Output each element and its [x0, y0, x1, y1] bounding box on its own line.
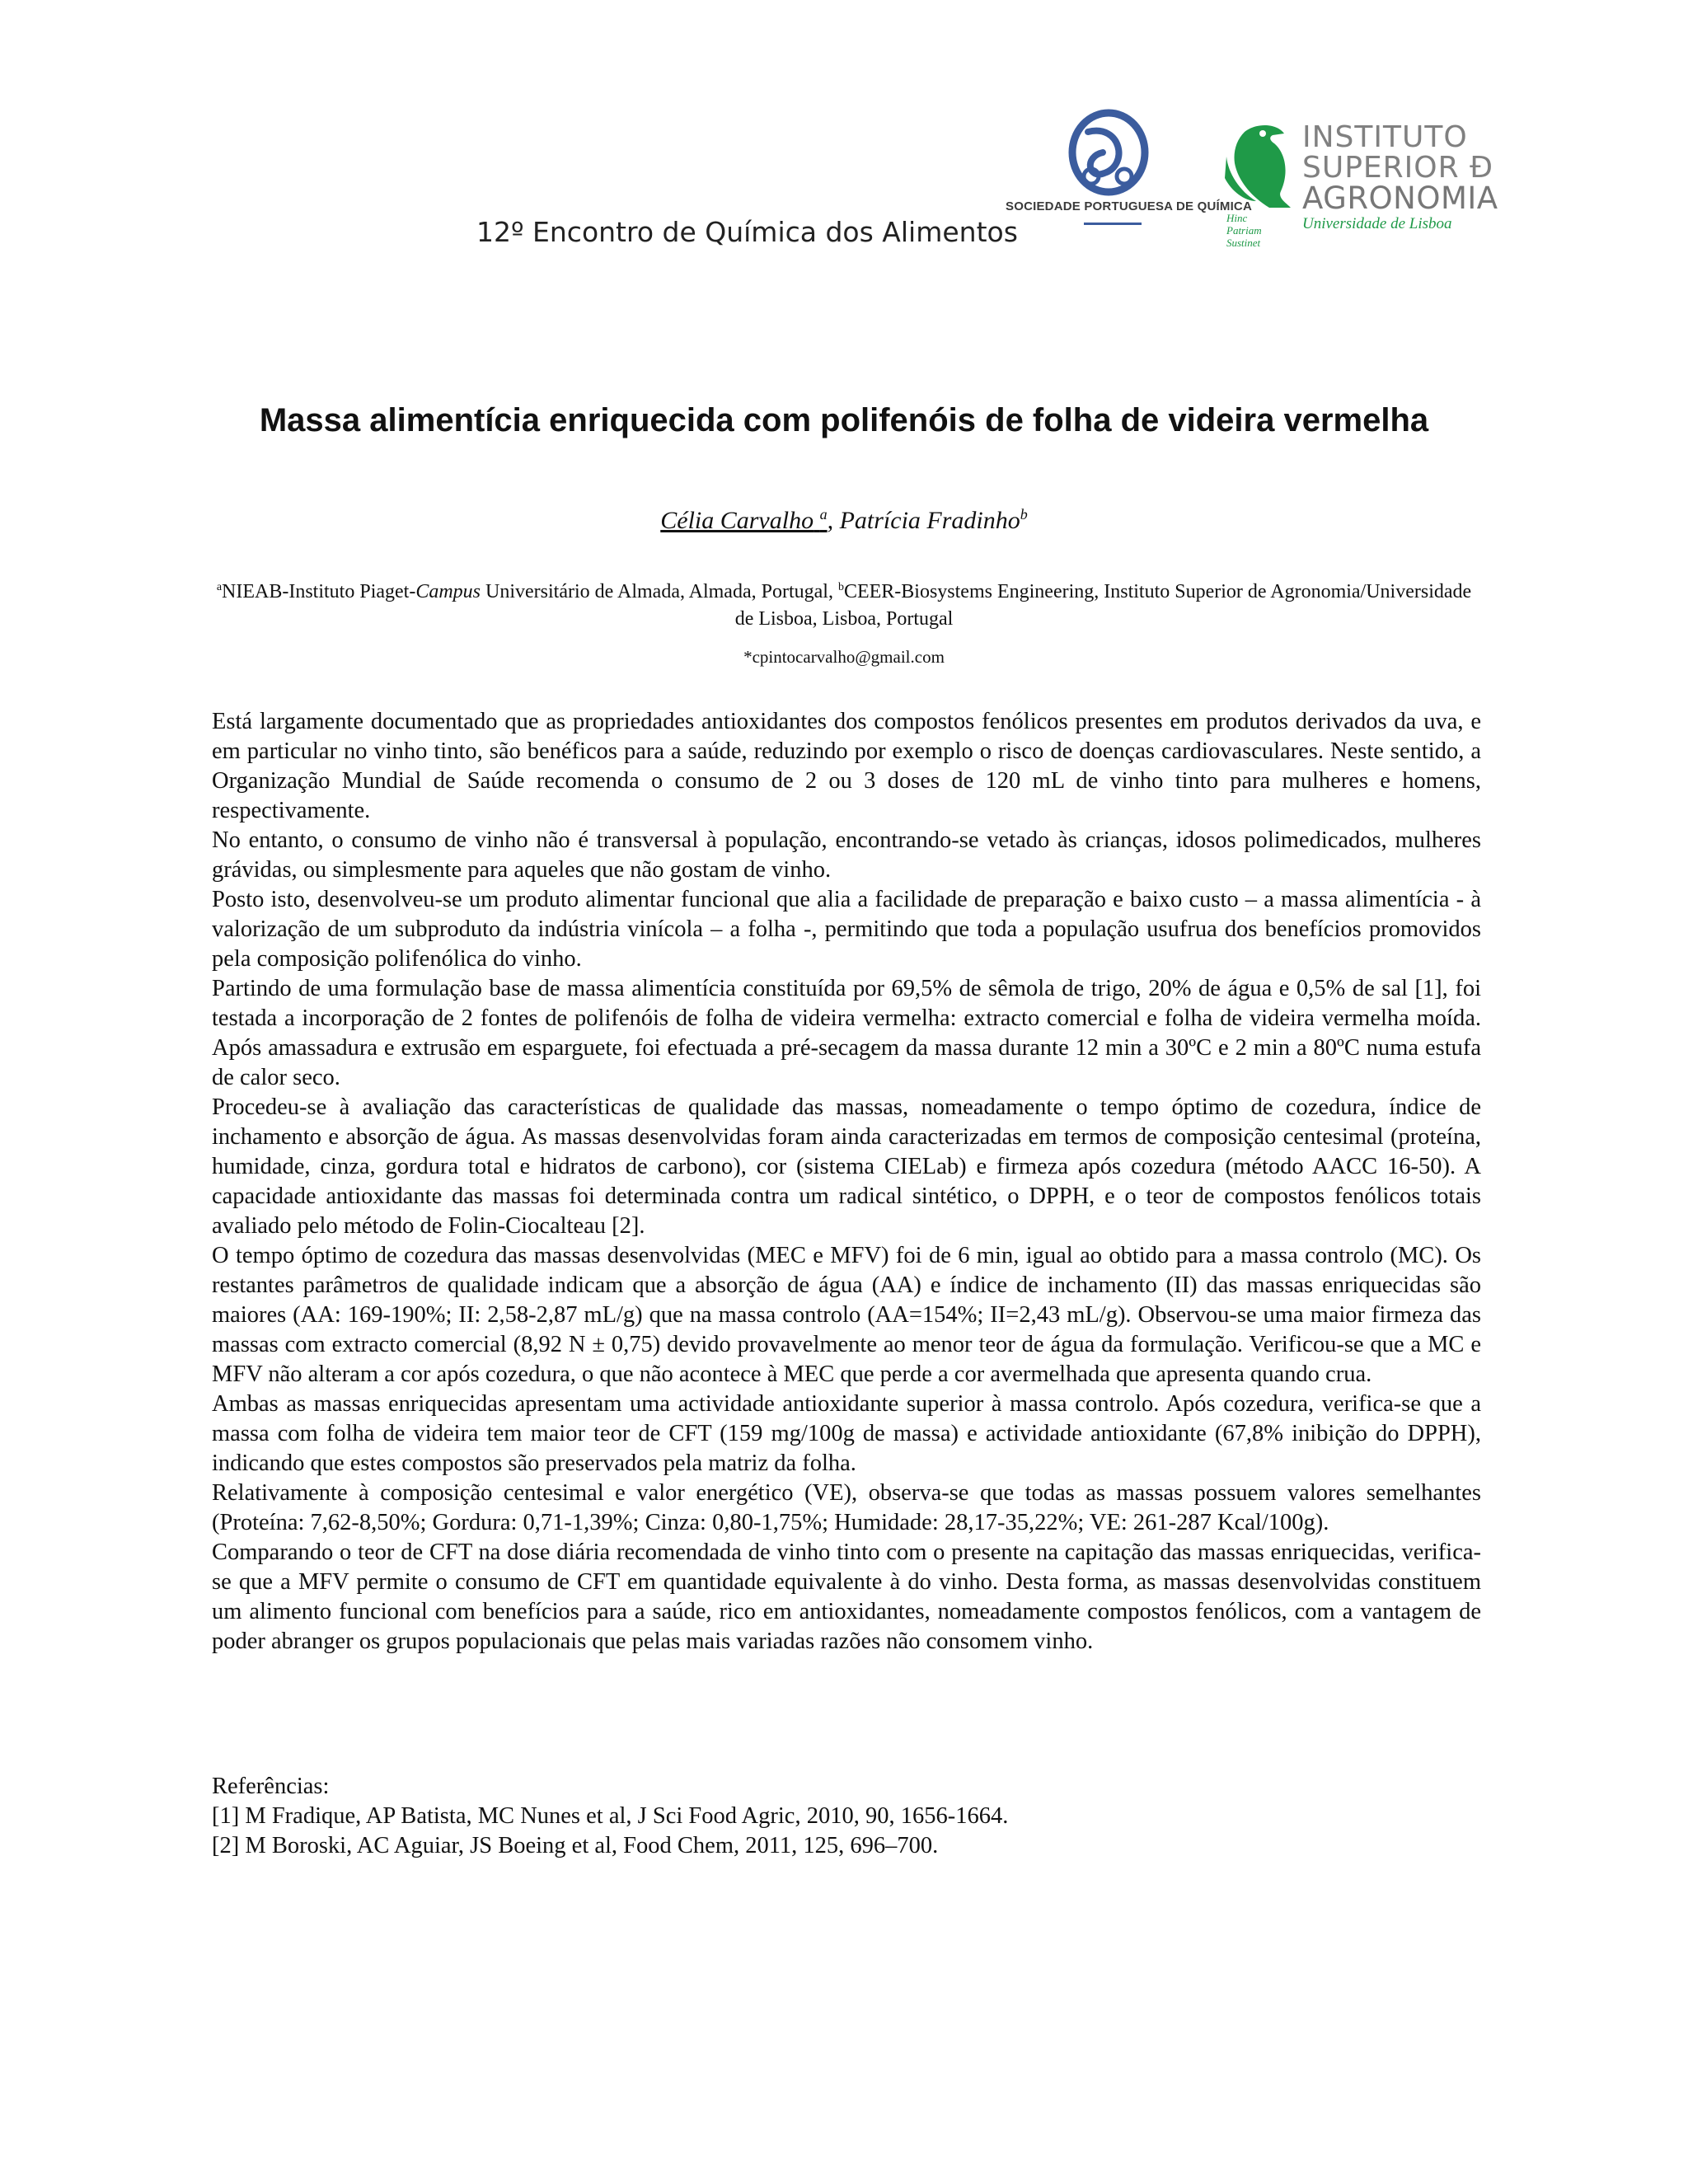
author-1-affil: a — [819, 506, 828, 523]
spq-underline — [1084, 223, 1142, 225]
isa-line-universidade: Universidade de Lisboa — [1302, 215, 1452, 232]
reference-item: [1] M Fradique, AP Batista, MC Nunes et al, J Sci Food Agric, 2010, 90, 1656-1664. — [212, 1803, 1009, 1829]
affil-b-text: CEER-Biosystems Engineering, Instituto Superior de Agronomia/Universidade de Lisboa, Lisboa, Portugal — [734, 581, 1472, 630]
author-1-name: Célia Carvalho — [660, 507, 814, 534]
authors-line — [0, 506, 1688, 535]
paper-title: Massa alimentícia enriquecida com polifenóis de folha de videira vermelha — [259, 402, 1429, 438]
isa-line-agronomia: AGRONOMIA — [1302, 180, 1498, 216]
author-1 — [660, 507, 827, 534]
author-2-affil: b — [1020, 506, 1028, 523]
references — [212, 1772, 1481, 1861]
eagle-icon — [1220, 115, 1302, 214]
paragraph: No entanto, o consumo de vinho não é transversal à população, encontrando-se vetado às crianças, idosos polimedicados, mulheres grávidas, ou simplesmente para aqueles que não gostam de vinho. — [212, 827, 1481, 883]
author-separator: , — [827, 507, 834, 534]
references-heading: Referências: — [212, 1774, 330, 1799]
spq-name: SOCIEDADE PORTUGUESA DE QUÍMICA — [1006, 199, 1253, 213]
abstract-body — [212, 707, 1481, 1657]
isa-motto-line: Sustinet — [1226, 237, 1261, 249]
spq-emblem-icon — [1006, 107, 1212, 198]
paragraph: Está largamente documentado que as propriedades antioxidantes dos compostos fenólicos presentes em produtos derivados da uva, e em particular no vinho tinto, são benéficos para a saúde, reduzindo por exemplo o risco de doenças cardiovasculares. Neste sentido, a Organização Mundial de Saúde recomenda o consumo de 2 ou 3 doses de 120 mL de vinho tinto para mulheres e homens, respectivamente. — [212, 709, 1481, 823]
isa-motto — [1226, 212, 1262, 249]
isa-line-superior: SUPERIOR Đ — [1302, 151, 1493, 185]
affiliations — [214, 574, 1474, 633]
paragraph: Posto isto, desenvolveu-se um produto alimentar funcional que alia a facilidade de preparação e baixo custo – a massa alimentícia - à valorização de um subproduto da indústria vinícola – a folha -, permitindo que toda a população usufrua dos benefícios promovidos pela composição polifenólica do vinho. — [212, 887, 1481, 972]
affil-a-marker: a — [216, 581, 223, 593]
paragraph: Relativamente à composição centesimal e valor energético (VE), observa-se que todas as massas possuem valores semelhantes (Proteína: 7,62-8,50%; Gordura: 0,71-1,39%; Cinza: 0,80-1,75%; Humidade: 28,17-35,22%; VE: 261-287 Kcal/100g). — [212, 1480, 1481, 1535]
affil-a-prefix: NIEAB-Instituto Piaget- — [222, 581, 416, 602]
affil-a-campus: Campus — [415, 581, 481, 602]
author-2-name: Patrícia Fradinho — [839, 507, 1020, 534]
isa-wordmark — [1302, 122, 1498, 235]
isa-line-instituto: INSTITUTO — [1302, 120, 1468, 154]
isa-motto-line: Patriam — [1226, 224, 1262, 237]
affil-b-marker: b — [837, 581, 844, 593]
paragraph: Ambas as massas enriquecidas apresentam uma actividade antioxidante superior à massa controlo. Após cozedura, verifica-se que a massa com folha de videira tem maior teor de CFT (159 mg/100g de massa) e actividade antioxidante (67,8% inibição do DPPH), indicando que estes compostos são preservados pela matriz da folha. — [212, 1391, 1481, 1476]
reference-item: [2] M Boroski, AC Aguiar, JS Boeing et al, Food Chem, 2011, 125, 696–700. — [212, 1833, 939, 1858]
paragraph: Comparando o teor de CFT na dose diária recomendada de vinho tinto com o presente na capitação das massas enriquecidas, verifica-se que a MFV permite o consumo de CFT em quantidade equivalente à do vinho. Desta forma, as massas desenvolvidas constituem um alimento funcional com benefícios para a saúde, rico em antioxidantes, nomeadamente compostos fenólicos, com a vantagem de poder abranger os grupos populacionais que pelas mais variadas razões não consomem vinho. — [212, 1540, 1481, 1654]
paragraph: Partindo de uma formulação base de massa alimentícia constituída por 69,5% de sêmola de trigo, 20% de água e 0,5% de sal [1], foi testada a incorporação de 2 fontes de polifenóis de folha de videira vermelha: extracto comercial e folha de videira vermelha moída. Após amassadura e extrusão em esparguete, foi efectuada a pré-secagem da massa durante 12 min a 30ºC e 2 min a 80ºC numa estufa de calor seco. — [212, 976, 1481, 1090]
affil-a-rest: Universitário de Almada, Almada, Portugal, — [481, 581, 838, 602]
contact-email: *cpintocarvalho@gmail.com — [743, 647, 945, 667]
page-header — [0, 0, 1688, 272]
paragraph: Procedeu-se à avaliação das características de qualidade das massas, nomeadamente o tempo óptimo de cozedura, índice de inchamento e absorção de água. As massas desenvolvidas foram ainda caracterizadas em termos de composição centesimal (proteína, humidade, cinza, gordura total e hidratos de carbono), cor (sistema CIELab) e firmeza após cozedura (método AACC 16-50). A capacidade antioxidante das massas foi determinada contra um radical sintético, o DPPH, e o teor de compostos fenólicos totais avaliado pelo método de Folin-Ciocalteau [2]. — [212, 1094, 1481, 1239]
conference-name: 12º Encontro de Química dos Alimentos — [476, 216, 1018, 248]
isa-logo — [1220, 115, 1498, 255]
isa-motto-line: Hinc — [1226, 212, 1248, 224]
paragraph: O tempo óptimo de cozedura das massas desenvolvidas (MEC e MFV) foi de 6 min, igual ao obtido para a massa controlo (MC). Os restantes parâmetros de qualidade indicam que a absorção de água (AA) e índice de inchamento (II) das massas enriquecidas são maiores (AA: 169-190%; II: 2,58-2,87 mL/g) que na massa controlo (AA=154%; II=2,43 mL/g). Observou-se uma maior firmeza das massas com extracto comercial (8,92 N ± 0,75) devido provavelmente ao menor teor de água da formulação. Verificou-se que a MC e MFV não alteram a cor após cozedura, o que não acontece à MEC que perde a cor avermelhada que apresenta quando crua. — [212, 1243, 1481, 1387]
